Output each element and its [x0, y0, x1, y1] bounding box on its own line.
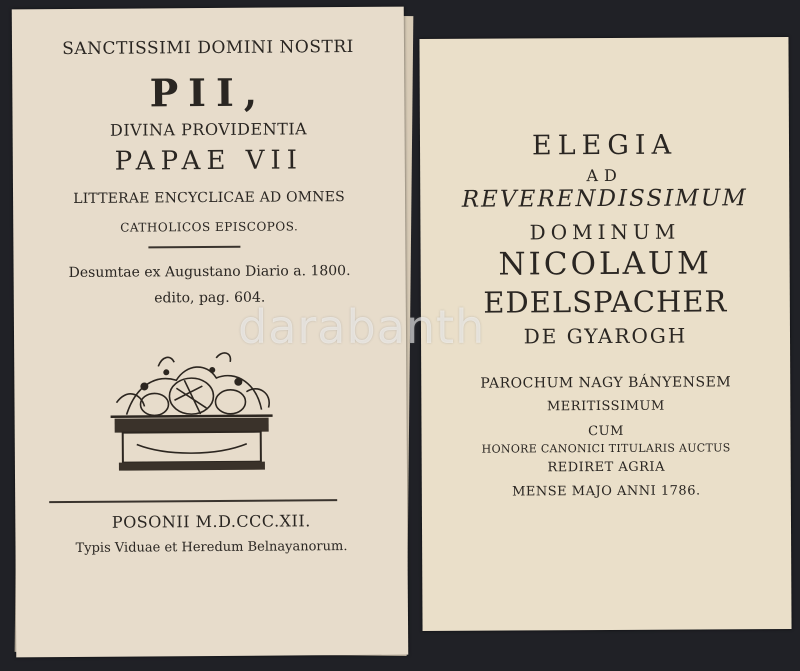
right-line-6: EDELSPACHER — [483, 284, 728, 320]
left-title-line-5: LITTERAE ENCYCLICAE AD OMNES — [73, 189, 346, 207]
left-excerpt-line-1: Desumtae ex Augustano Diario a. 1800. — [68, 263, 351, 281]
watermark-text: darabanth — [238, 300, 486, 354]
left-short-divider — [148, 246, 240, 249]
right-line-11: HONORE CANONICI TITULARIS AUCTUS — [481, 441, 731, 456]
right-line-7: DE GYAROGH — [523, 323, 688, 349]
right-line-4: DOMINUM — [529, 219, 681, 245]
left-imprint-line-2: Typis Viduae et Heredum Belnayanorum. — [75, 539, 348, 556]
left-imprint-line-1: POSONII M.D.CCC.XII. — [111, 511, 311, 532]
left-title-line-3: DIVINA PROVIDENTIA — [109, 119, 308, 140]
right-line-3: REVERENDISSIMUM — [461, 185, 748, 213]
right-line-8: PAROCHUM NAGY BÁNYENSEM — [480, 374, 732, 392]
right-line-10: CUM — [588, 423, 624, 440]
woodcut-fruit-basket-ornament — [96, 343, 287, 472]
right-line-5: NICOLAUM — [498, 245, 712, 283]
right-line-13: MENSE MAJO ANNI 1786. — [512, 483, 701, 500]
left-title-line-6: CATHOLICOS EPISCOPOS. — [120, 219, 299, 235]
right-line-2: AD — [586, 165, 623, 186]
left-title-line-2: PII, — [149, 69, 268, 116]
right-line-9: MERITISSIMUM — [546, 398, 665, 415]
left-title-line-1: SANCTISSIMI DOMINI NOSTRI — [62, 36, 354, 60]
left-excerpt-line-2: edito, pag. 604. — [154, 289, 266, 307]
left-title-line-4: PAPAE VII — [114, 145, 304, 177]
right-line-1: ELEGIA — [531, 129, 678, 162]
right-line-12: REDIRET AGRIA — [547, 459, 665, 476]
left-long-divider — [49, 499, 337, 503]
